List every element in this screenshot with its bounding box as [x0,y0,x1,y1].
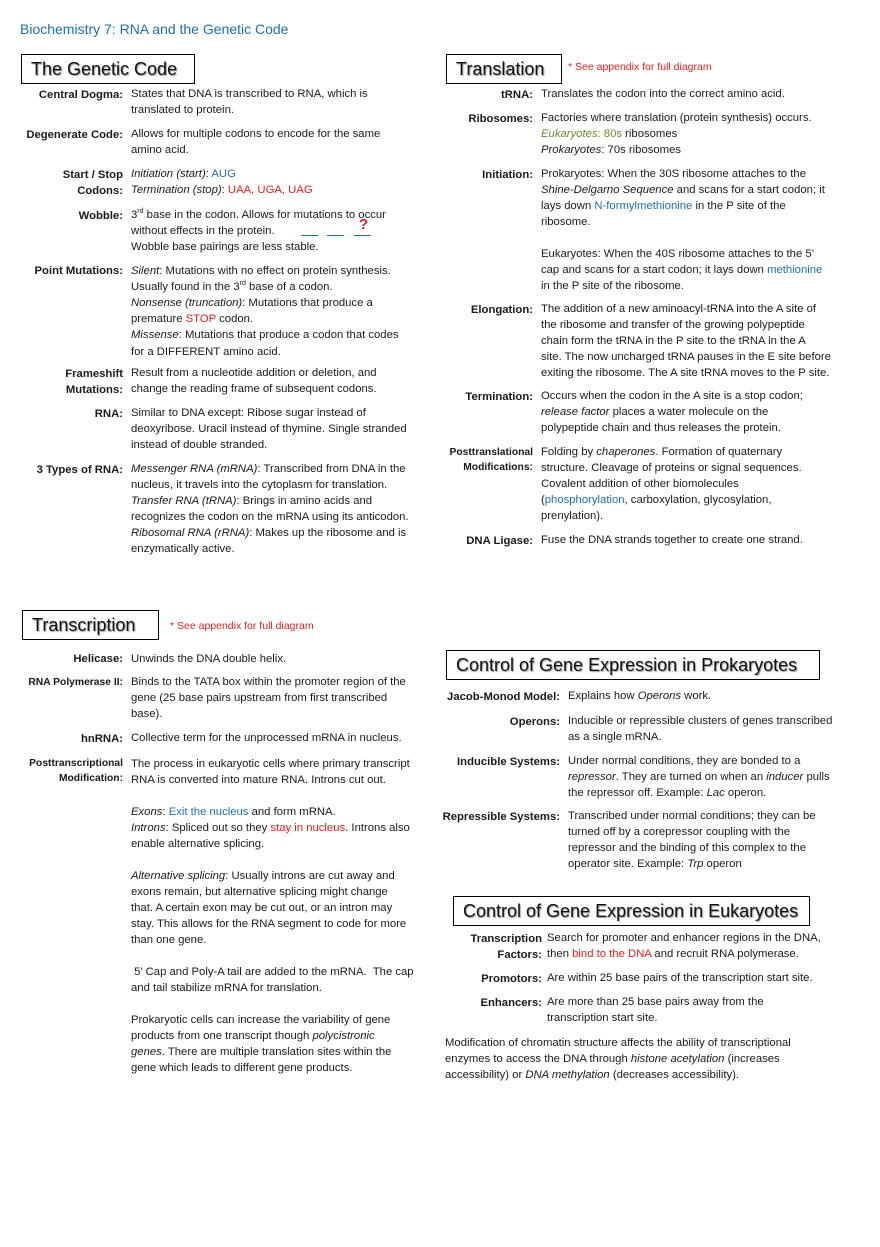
page-title: Biochemistry 7: RNA and the Genetic Code [20,21,289,37]
term-initiation: Initiation: [482,169,533,181]
term-operons: Operons: [509,716,560,728]
def-start-stop-codons: Initiation (start): AUG Termination (stop): UAA, UGA, UAG [131,168,313,196]
term-jacob-monod-model: Jacob-Monod Model: [447,691,560,703]
def-3-types-of-rna: Messenger RNA (mRNA): Transcribed from DNA in the nucleus, it travels into the cytoplasm for translation. Transfer RNA (tRNA): Brings in amino acids and recognizes the codon on the mRNA using its anticodon. Ribosomal RNA (rRNA): Makes up the ribosome and is enzymatically active. [131,463,409,555]
def-wobble: 3rd base in the codon. Allows for mutations to occur without effects in the protein. Wobble base pairings are less stable. [131,208,386,253]
term-trna: tRNA: [501,89,533,101]
def-termination: Occurs when the codon in the A site is a stop codon; release factor places a water molecule on the polypeptide chain and thus releases the protein. [541,390,803,434]
term-degenerate-code: Degenerate Code: [26,129,123,141]
translation-appendix-note: * See appendix for full diagram [568,61,712,73]
term-dna-ligase: DNA Ligase: [466,535,533,547]
term-repressible-systems: Repressible Systems: [442,811,560,823]
def-ribosomes: Factories where translation (protein synthesis) occurs. Eukaryotes: 80s ribosomes Prokaryotes: 70s ribosomes [541,112,812,156]
term-posttranslational-modifications: Posttranslational Modifications: [449,447,533,473]
def-promotors: Are within 25 base pairs of the transcription start site. [547,972,813,984]
def-rna: Similar to DNA except: Ribose sugar instead of deoxyribose. Uracil instead of thymine. Single stranded instead of double stranded. [131,407,407,451]
question-mark-icon: ? [359,216,369,233]
def-posttranslational-modifications: Folding by chaperones. Formation of quaternary structure. Cleavage of proteins or signal sequences. Covalent addition of other biomolecules (phosphorylation, carboxylation, glycosylation, prenylation). [541,446,802,522]
term-ribosomes: Ribosomes: [468,113,533,125]
transcription-appendix-note: * See appendix for full diagram [170,620,314,632]
codon-blanks-diagram [301,216,375,237]
def-degenerate-code: Allows for multiple codons to encode for the same amino acid. [131,128,381,156]
def-rna-polymerase-ii: Binds to the TATA box within the promoter region of the gene (25 base pairs upstream from first transcribed base). [131,676,406,720]
term-central-dogma: Central Dogma: [38,89,123,101]
def-initiation: Prokaryotes: When the 30S ribosome attaches to the Shine-Delgarno Sequence and scans for a start codon; it lays down N-formylmethionine in the P site of the ribosome. Eukaryotes: When the 40S ribosome attaches to the 5’ cap and scans for a start codon; it lays down methionine in the P site of the ribosome. [541,168,825,292]
term-inducible-systems: Inducible Systems: [457,756,560,768]
term-start-stop-codons: Start / Stop Codons: [62,169,123,197]
def-trna: Translates the codon into the correct amino acid. [541,88,785,100]
def-operons: Inducible or repressible clusters of genes transcribed as a single mRNA. [568,715,833,743]
term-termination: Termination: [465,391,533,403]
def-inducible-systems: Under normal conditions, they are bonded to a repressor. They are turned on when an inducer pulls the repressor off. Example: Lac operon. [568,755,830,799]
term-elongation: Elongation: [470,304,533,316]
term-wobble: Wobble: [78,210,123,222]
term-rna: RNA: [94,408,123,420]
term-enhancers: Enhancers: [480,997,542,1009]
def-enhancers: Are more than 25 base pairs away from the transcription start site. [547,996,764,1024]
prokaryotes-heading: Control of Gene Expression in Prokaryotes [446,650,820,680]
term-promotors: Promotors: [481,973,542,985]
chromatin-modification-paragraph: Modification of chromatin structure affects the ability of transcriptional enzymes to access the DNA through histone acetylation (increases accessibility) or DNA methylation (decreases accessibility). [445,1037,791,1081]
term-helicase: Helicase: [73,653,123,665]
term-hnrna: hnRNA: [80,733,123,745]
term-point-mutations: Point Mutations: [34,265,123,277]
def-jacob-monod-model: Explains how Operons work. [568,690,712,702]
term-rna-polymerase-ii: RNA Polymerase II: [28,677,123,688]
def-transcription-factors: Search for promoter and enhancer regions in the DNA, then bind to the DNA and recruit RNA polymerase. [547,932,821,960]
def-helicase: Unwinds the DNA double helix. [131,653,287,665]
def-hnrna: Collective term for the unprocessed mRNA in nucleus. [131,732,402,744]
transcription-heading: Transcription [22,610,159,640]
def-frameshift-mutations: Result from a nucleotide addition or deletion, and change the reading frame of subsequent codons. [131,367,377,395]
translation-heading: Translation [446,54,562,84]
term-posttranscriptional-modification: Posttranscriptional Modification: [29,758,123,784]
def-central-dogma: States that DNA is transcribed to RNA, which is translated to protein. [131,88,368,116]
def-elongation: The addition of a new aminoacyl-tRNA into the A site of the ribosome and transfer of the growing polypeptide chain form the tRNA in the P site to the tRNA in the A site. The now uncharged tRNA pauses in the E site before exiting the ribosome. The A site tRNA moves to the P site. [541,303,831,379]
eukaryotes-heading: Control of Gene Expression in Eukaryotes [453,896,810,926]
genetic-code-heading: The Genetic Code [21,54,195,84]
def-point-mutations: Silent: Mutations with no effect on protein synthesis. Usually found in the 3rd base of a codon. Nonsense (truncation): Mutations that produce a premature STOP codon. Missense: Mutations that produce a codon that codes for a DIFFERENT amino acid. [131,265,399,358]
def-posttranscriptional-modification: The process in eukaryotic cells where primary transcript RNA is converted into mature RNA. Introns cut out. Exons: Exit the nucleus and form mRNA. Introns: Spliced out so they stay in nucleus. Introns also enable alternative splicing. Alternative splicing: Usually introns are cut away and exons remain, but alternative splicing might change that. A certain exon may be cut out, or an intron may stay. This allows for the RNA segment to code for more than one gene. 5’ Cap and Poly-A tail are added to the mRNA. The cap and tail stabilize mRNA for translation. Prokaryotic cells can increase the variability of gene products from one transcript though polycistronic genes. There are multiple translation sites within the gene which leads to different gene products. [131,758,414,1074]
def-repressible-systems: Transcribed under normal conditions; they can be turned off by a corepressor coupling with the repressor and the binding of this complex to the operator site. Example: Trp operon [568,810,816,870]
term-transcription-factors: Transcription Factors: [470,933,542,961]
term-frameshift-mutations: Frameshift Mutations: [65,368,123,396]
def-dna-ligase: Fuse the DNA strands together to create one strand. [541,534,803,546]
term-3-types-of-rna: 3 Types of RNA: [36,464,123,476]
